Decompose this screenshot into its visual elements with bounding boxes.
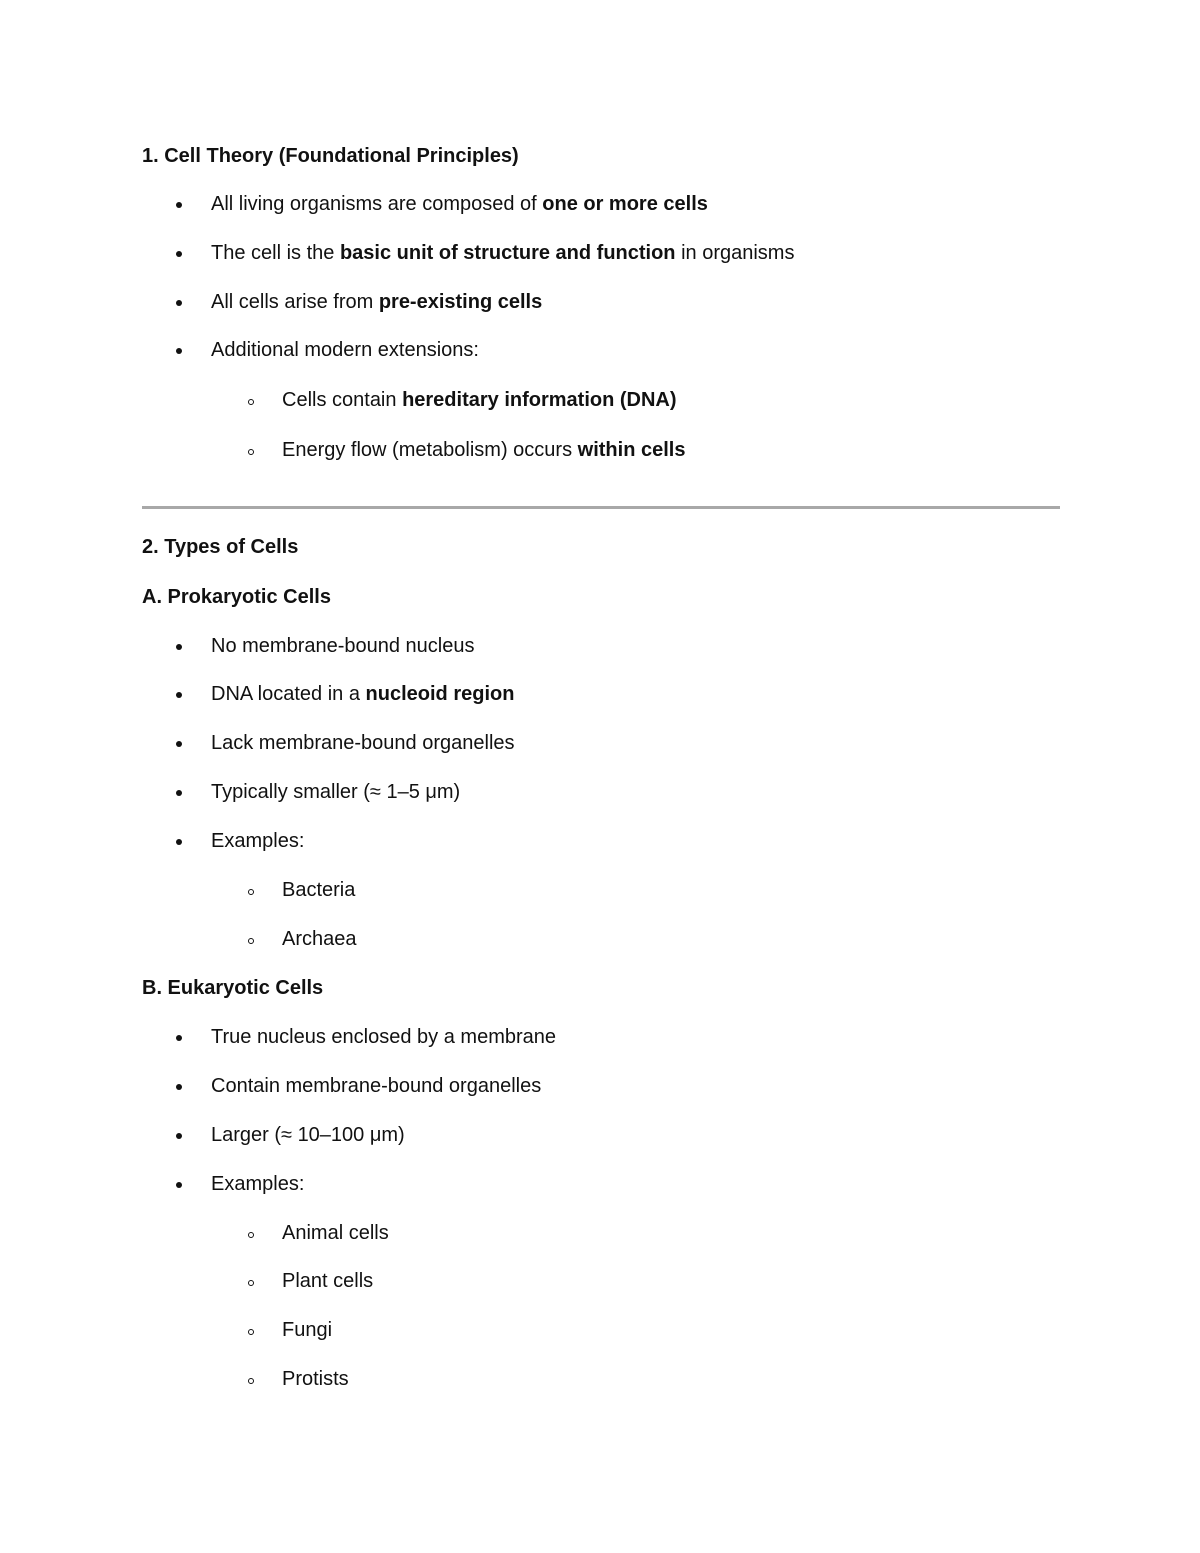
bullet-circle-icon [248, 1329, 254, 1335]
list-item: Additional modern extensions: [211, 339, 479, 361]
bullet-dot-icon [176, 202, 182, 208]
list-item: True nucleus enclosed by a membrane [211, 1026, 556, 1048]
bullet-circle-icon [248, 889, 254, 895]
list-item: Lack membrane-bound organelles [211, 732, 515, 754]
bullet-dot-icon [176, 741, 182, 747]
bullet-circle-icon [248, 1378, 254, 1384]
horizontal-divider [142, 506, 1060, 509]
sub-list-item: Protists [282, 1368, 349, 1390]
list-item: Larger (≈ 10–100 μm) [211, 1124, 405, 1146]
list-item: Examples: [211, 1173, 305, 1195]
list-item: The cell is the basic unit of structure and function in organisms [211, 242, 795, 264]
bullet-dot-icon [176, 1084, 182, 1090]
bullet-dot-icon [176, 1133, 182, 1139]
section-1-heading: 1. Cell Theory (Foundational Principles) [142, 145, 519, 167]
bullet-circle-icon [248, 938, 254, 944]
bullet-dot-icon [176, 790, 182, 796]
eukaryotic-heading: B. Eukaryotic Cells [142, 977, 324, 999]
sub-list-item: Fungi [282, 1319, 333, 1341]
list-item: No membrane-bound nucleus [211, 635, 475, 657]
bullet-dot-icon [176, 644, 182, 650]
sub-list-item: Animal cells [282, 1222, 389, 1244]
bullet-dot-icon [176, 251, 182, 257]
sub-list-item: Archaea [282, 928, 357, 950]
list-item: All cells arise from pre-existing cells [211, 291, 543, 313]
section-2-heading: 2. Types of Cells [142, 536, 299, 558]
bullet-circle-icon [248, 449, 254, 455]
bullet-dot-icon [176, 348, 182, 354]
bullet-circle-icon [248, 399, 254, 405]
sub-list-item: Cells contain hereditary information (DNA) [282, 389, 677, 411]
sub-list-item: Energy flow (metabolism) occurs within cells [282, 439, 686, 461]
bullet-dot-icon [176, 839, 182, 845]
list-item: Typically smaller (≈ 1–5 μm) [211, 781, 461, 803]
bullet-circle-icon [248, 1280, 254, 1286]
list-item: Contain membrane-bound organelles [211, 1075, 542, 1097]
list-item: DNA located in a nucleoid region [211, 683, 515, 705]
bullet-dot-icon [176, 1182, 182, 1188]
list-item: All living organisms are composed of one or more cells [211, 193, 708, 215]
list-item: Examples: [211, 830, 305, 852]
bullet-circle-icon [248, 1232, 254, 1238]
bullet-dot-icon [176, 300, 182, 306]
bullet-dot-icon [176, 692, 182, 698]
sub-list-item: Plant cells [282, 1270, 374, 1292]
prokaryotic-heading: A. Prokaryotic Cells [142, 586, 331, 608]
sub-list-item: Bacteria [282, 879, 356, 901]
bullet-dot-icon [176, 1035, 182, 1041]
